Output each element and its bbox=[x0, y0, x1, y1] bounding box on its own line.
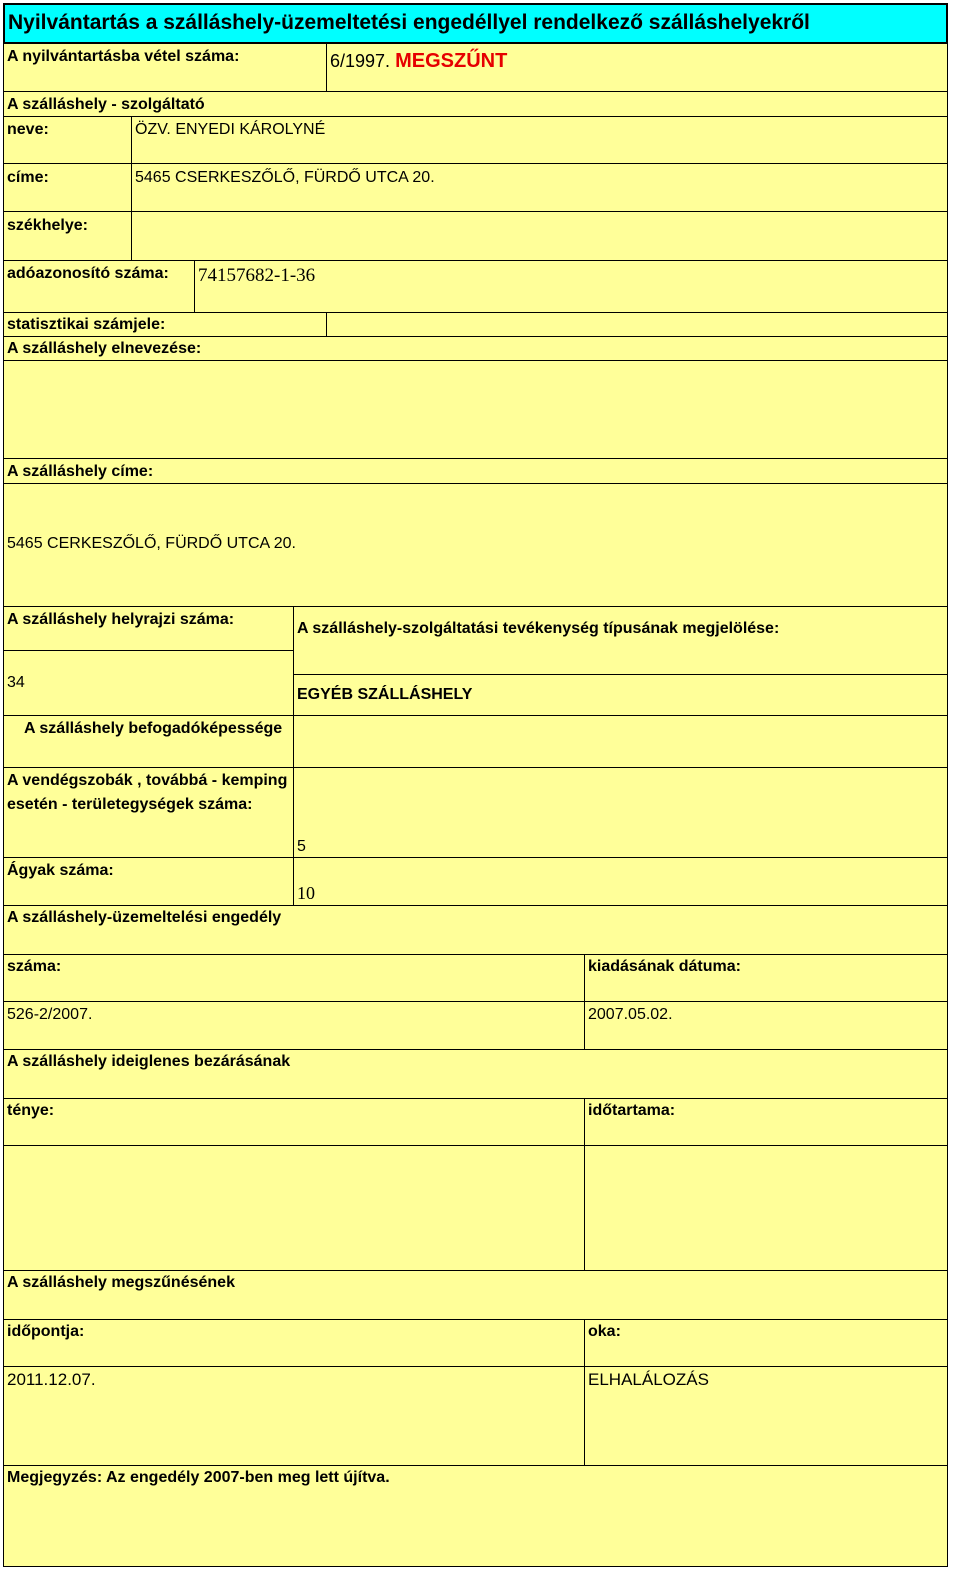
status-badge: MEGSZŰNT bbox=[395, 50, 508, 72]
parcel-label-cell bbox=[3, 606, 294, 651]
termination-section-label: A szálláshely megszűnésének bbox=[7, 1274, 235, 1291]
provider-name-label: neve: bbox=[7, 121, 49, 138]
provider-stat-cell bbox=[326, 312, 948, 337]
type-label: A szálláshely-szolgáltatási tevékenység típusának megjelölése: bbox=[297, 620, 780, 637]
permit-date: 2007.05.02. bbox=[588, 1006, 673, 1023]
provider-section-label: A szálláshely - szolgáltató bbox=[7, 96, 205, 113]
accommodation-address-label: A szálláshely címe: bbox=[7, 463, 154, 480]
permit-number-cell bbox=[3, 1001, 585, 1050]
type-cell bbox=[293, 674, 948, 716]
provider-tax-cell bbox=[194, 260, 948, 313]
termination-reason-cell bbox=[584, 1366, 948, 1466]
parcel-cell bbox=[3, 650, 294, 716]
provider-address-label-cell bbox=[3, 163, 132, 212]
permit-date-cell bbox=[584, 1001, 948, 1050]
provider-name-cell bbox=[131, 116, 948, 164]
type-label-cell bbox=[293, 606, 948, 675]
provider-stat-label: statisztikai számjele: bbox=[7, 316, 166, 333]
termination-reason: ELHALÁLOZÁS bbox=[588, 1370, 709, 1389]
provider-seat-cell bbox=[131, 211, 948, 261]
record-number-value: 6/1997. bbox=[330, 51, 391, 71]
accommodation-address: 5465 CERKESZŐLŐ, FÜRDŐ UTCA 20. bbox=[7, 535, 296, 552]
provider-section-cell bbox=[3, 91, 948, 117]
temp-closure-section-cell bbox=[3, 1049, 948, 1099]
accommodation-address-label-cell bbox=[3, 458, 948, 484]
provider-seat-label-cell bbox=[3, 211, 132, 261]
termination-reason-label: oka: bbox=[588, 1323, 621, 1340]
termination-reason-label-cell bbox=[584, 1319, 948, 1367]
beds-value: 10 bbox=[297, 883, 315, 903]
capacity-section-label: A szálláshely befogadóképessége bbox=[24, 720, 283, 737]
type-value: EGYÉB SZÁLLÁSHELY bbox=[297, 686, 473, 703]
beds-cell bbox=[293, 857, 948, 906]
termination-date-label-cell bbox=[3, 1319, 585, 1367]
termination-date-cell bbox=[3, 1366, 585, 1466]
beds-label-cell bbox=[3, 857, 294, 906]
provider-name-label-cell bbox=[3, 116, 132, 164]
termination-date: 2011.12.07. bbox=[7, 1370, 96, 1389]
termination-section-cell bbox=[3, 1270, 948, 1320]
provider-name: ÖZV. ENYEDI KÁROLYNÉ bbox=[135, 121, 326, 138]
accommodation-name-label-cell bbox=[3, 336, 948, 361]
termination-date-label: időpontja: bbox=[7, 1323, 85, 1340]
temp-closure-duration-cell bbox=[584, 1145, 948, 1271]
record-number bbox=[330, 49, 507, 73]
capacity-blank-cell bbox=[293, 715, 948, 768]
accommodation-address-cell bbox=[3, 483, 948, 607]
temp-closure-duration-label-cell bbox=[584, 1098, 948, 1146]
record-label: A nyilvántartásba vétel száma: bbox=[7, 48, 240, 65]
permit-number-label: száma: bbox=[7, 958, 62, 975]
capacity-section-cell bbox=[3, 715, 294, 768]
provider-tax-id: 74157682-1-36 bbox=[198, 265, 316, 286]
temp-closure-duration-label: időtartama: bbox=[588, 1102, 676, 1119]
provider-tax-label-cell bbox=[3, 260, 195, 313]
rooms-label-cell bbox=[3, 767, 294, 858]
provider-address: 5465 CSERKESZŐLŐ, FÜRDŐ UTCA 20. bbox=[135, 169, 435, 186]
parcel-label: A szálláshely helyrajzi száma: bbox=[7, 611, 235, 628]
permit-number: 526-2/2007. bbox=[7, 1006, 93, 1023]
title-bar bbox=[3, 3, 948, 44]
permit-date-label: kiadásának dátuma: bbox=[588, 958, 741, 975]
temp-closure-fact-label-cell bbox=[3, 1098, 585, 1146]
accommodation-name-label: A szálláshely elnevezése: bbox=[7, 340, 202, 357]
note-cell bbox=[3, 1465, 948, 1567]
provider-seat-label: székhelye: bbox=[7, 217, 88, 234]
beds-label: Ágyak száma: bbox=[7, 862, 114, 879]
temp-closure-fact-label: ténye: bbox=[7, 1102, 55, 1119]
provider-address-cell bbox=[131, 163, 948, 212]
provider-tax-label: adóazonosító száma: bbox=[7, 265, 169, 282]
parcel-value: 34 bbox=[7, 674, 25, 691]
rooms-cell bbox=[293, 767, 948, 858]
provider-stat-label-cell bbox=[3, 312, 327, 337]
temp-closure-section-label: A szálláshely ideiglenes bezárásának bbox=[7, 1053, 291, 1070]
record-value-cell bbox=[326, 43, 948, 92]
page-title: Nyilvántartás a szálláshely-üzemeltetési engedéllyel rendelkező szálláshelyekről bbox=[8, 11, 810, 34]
temp-closure-fact-cell bbox=[3, 1145, 585, 1271]
note-text: Megjegyzés: Az engedély 2007-ben meg lett újítva. bbox=[7, 1469, 390, 1486]
record-label-cell bbox=[3, 43, 327, 92]
rooms-label-line1: A vendégszobák , továbbá - kemping bbox=[7, 772, 288, 789]
permit-section-label: A szálláshely-üzemeltelési engedély bbox=[7, 909, 282, 926]
rooms-label-line2: esetén - területegységek száma: bbox=[7, 796, 253, 813]
provider-address-label: címe: bbox=[7, 169, 49, 186]
accommodation-name-cell bbox=[3, 360, 948, 459]
rooms-value: 5 bbox=[297, 838, 306, 855]
permit-section-cell bbox=[3, 905, 948, 955]
permit-number-label-cell bbox=[3, 954, 585, 1002]
permit-date-label-cell bbox=[584, 954, 948, 1002]
